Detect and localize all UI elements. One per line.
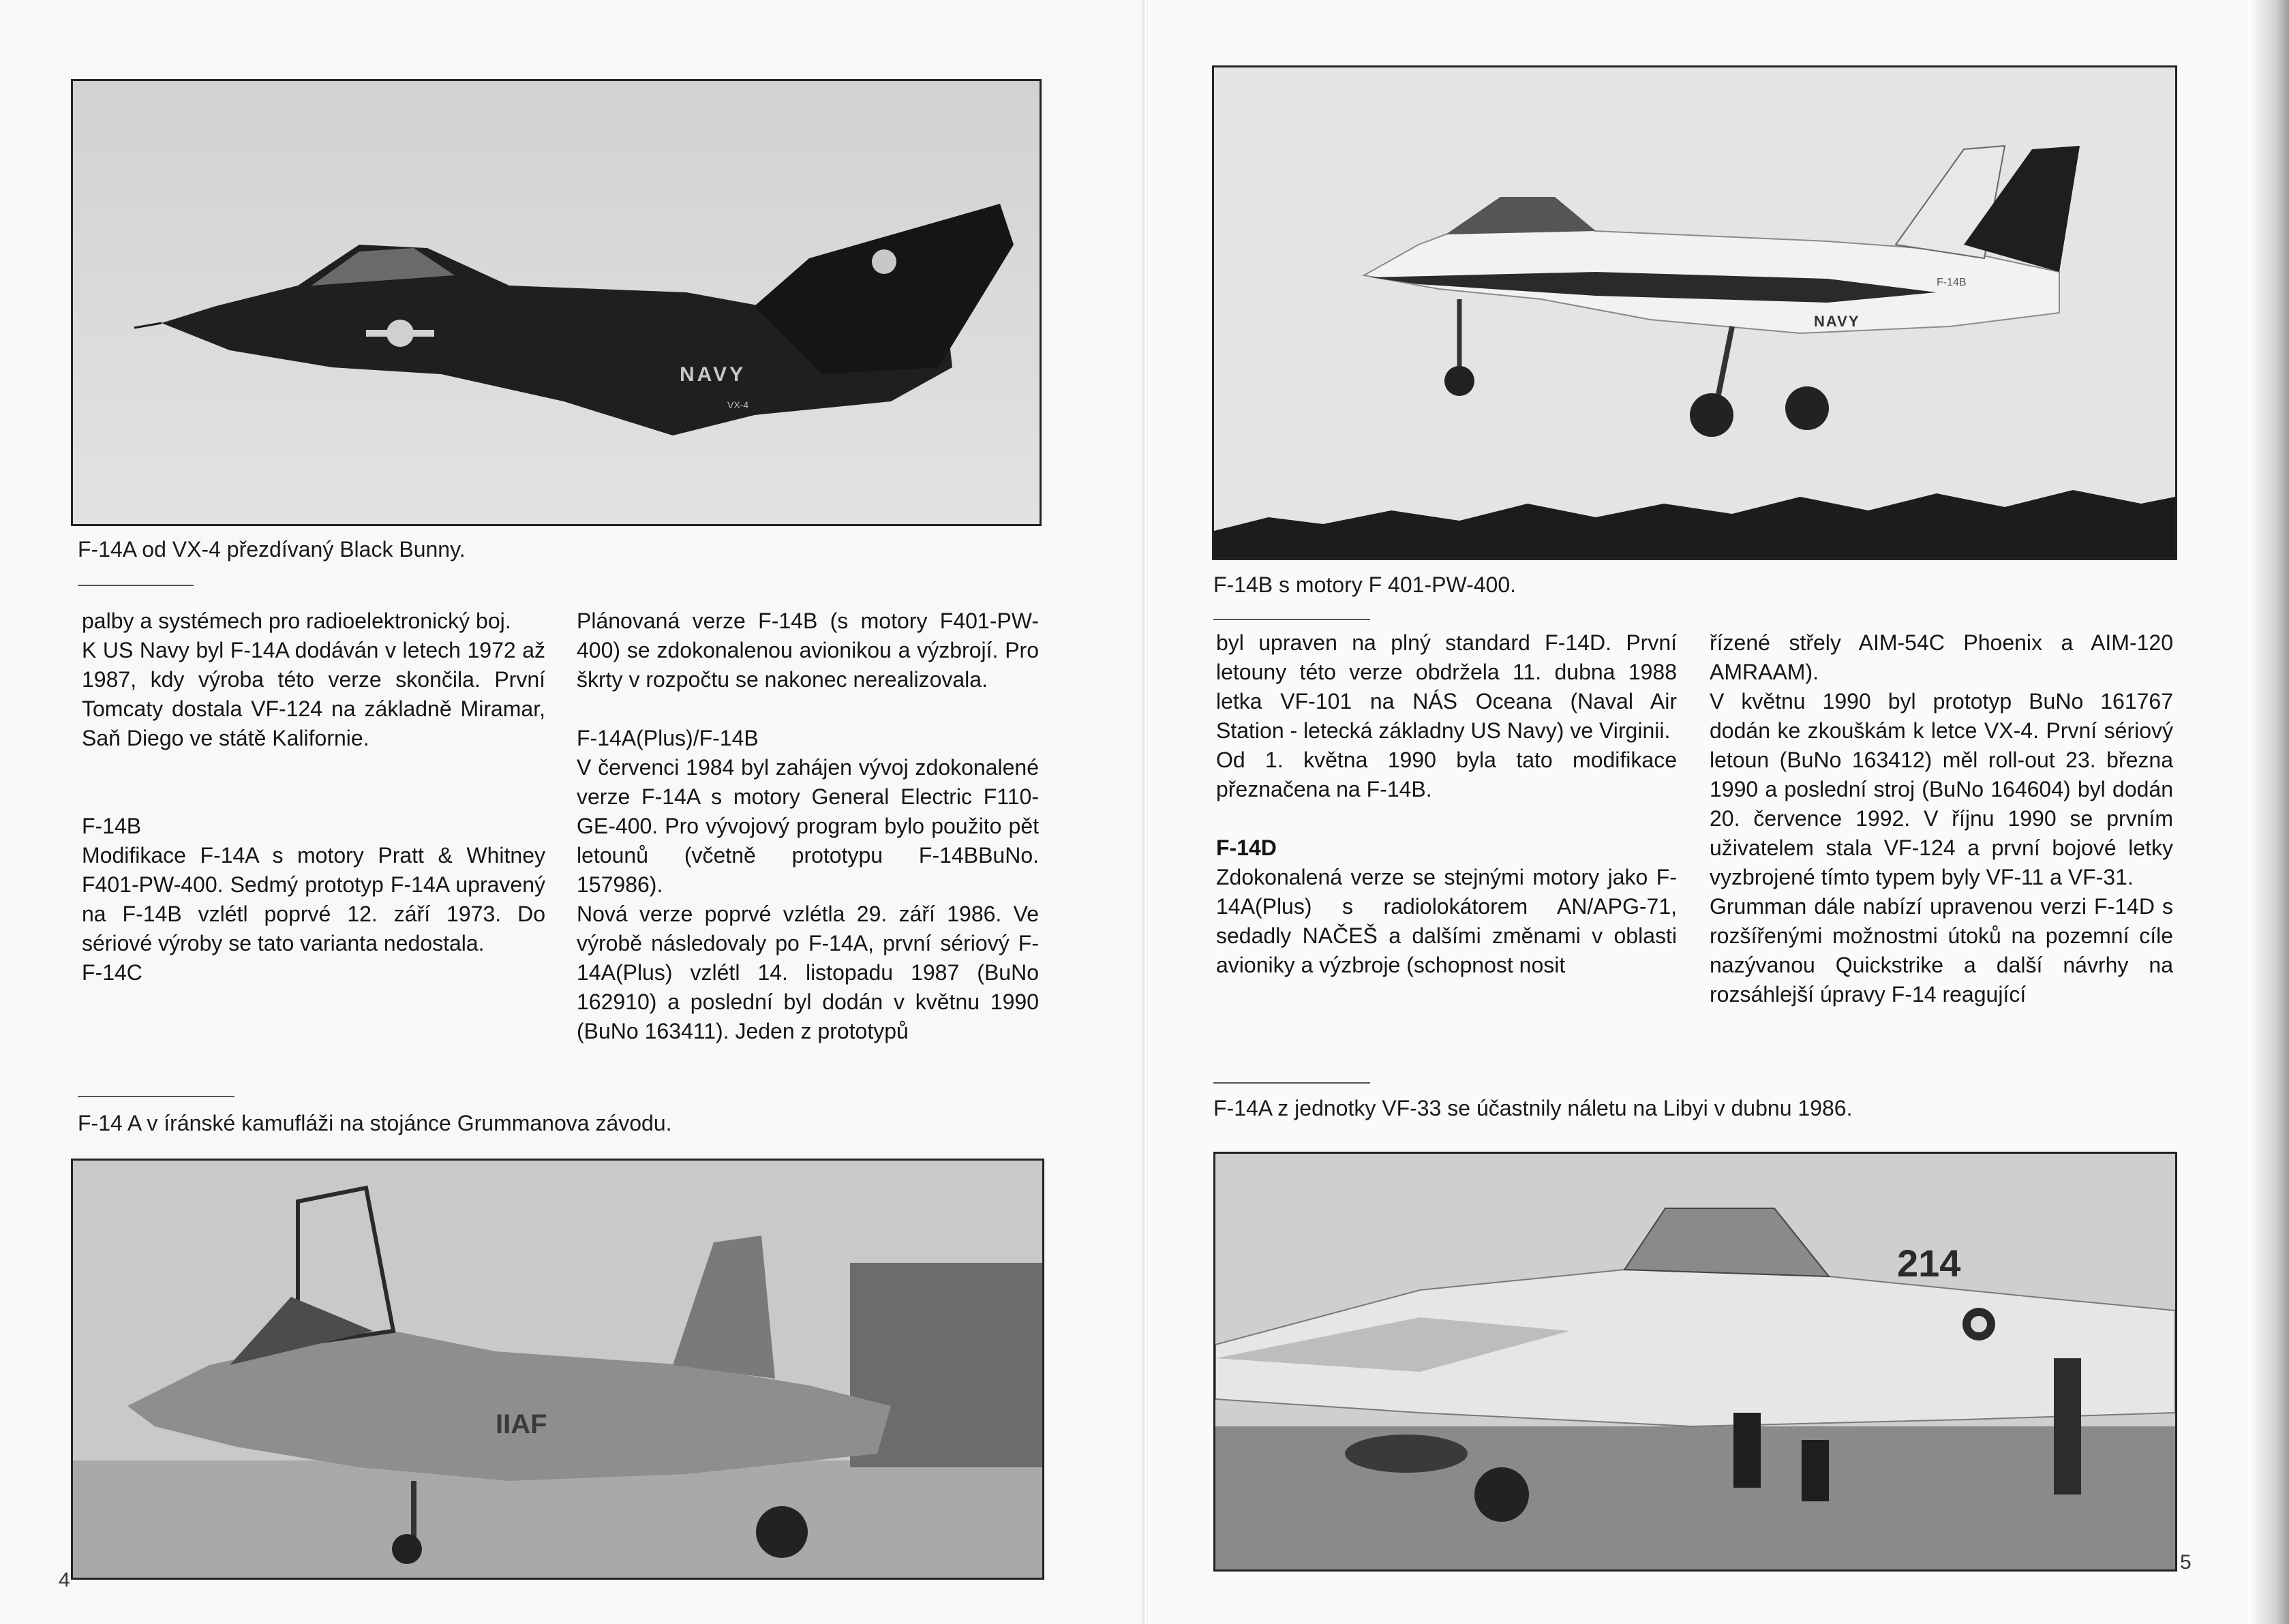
section-heading-f14c: F-14C bbox=[82, 960, 142, 985]
page-number: 5 bbox=[2180, 1551, 2192, 1574]
paragraph: řízené střely AIM-54C Phoenix a AIM-120 AMRAAM). bbox=[1710, 630, 2173, 684]
vf33-aircraft-image bbox=[1215, 1154, 2175, 1569]
iranian-aircraft-image bbox=[73, 1161, 1042, 1578]
navy-marking: NAVY bbox=[1814, 313, 1860, 330]
caption-rule bbox=[78, 1096, 234, 1097]
caption-f14b: F-14B s motory F 401-PW-400. bbox=[1213, 572, 1516, 597]
right-column-1 bbox=[1216, 628, 1677, 980]
photo-f14b bbox=[1212, 65, 2177, 560]
right-page bbox=[1145, 0, 2289, 1624]
f14b-marking: F-14B bbox=[1937, 277, 1967, 288]
paragraph: V červenci 1984 byl zahájen vývoj zdokonalené verze F-14A s motory General Electric F110-GE-400. Pro vývojový program bylo použito pět letounů (včetně prototypu F-14BBuNo. 157986). bbox=[577, 755, 1039, 897]
page-number: 4 bbox=[59, 1569, 70, 1591]
section-heading-f14b: F-14B bbox=[82, 814, 142, 838]
page-edge-shadow bbox=[2248, 0, 2289, 1624]
photo-iranian-tomcat bbox=[71, 1159, 1044, 1580]
left-column-2 bbox=[577, 607, 1039, 1046]
caption-vf33: F-14A z jednotky VF-33 se účastnily náletu na Libyi v dubnu 1986. bbox=[1213, 1096, 1853, 1120]
paragraph: palby a systémech pro radioelektronický boj. bbox=[82, 609, 511, 633]
paragraph: K US Navy byl F-14A dodáván v letech 1972 až 1987, kdy výroba této verze skončila. První Tomcaty dostala VF-124 na základně Miramar, Saň Diego ve státě Kalifornie. bbox=[82, 638, 545, 750]
f14b-aircraft-image bbox=[1214, 67, 2175, 558]
black-bunny-aircraft-image bbox=[73, 81, 1040, 524]
caption-rule bbox=[1213, 1082, 1370, 1084]
caption-rule bbox=[78, 585, 194, 586]
right-column-2 bbox=[1710, 628, 2173, 1009]
book-spine bbox=[1142, 0, 1148, 1624]
iiaf-marking: IIAF bbox=[496, 1409, 547, 1439]
paragraph: Grumman dále nabízí upravenou verzi F-14D s rozšířenými možnostmi útoků na pozemní cíle nazývanou Quickstrike a další návrhy na rozsáhlejší úpravy F-14 reagující bbox=[1710, 894, 2173, 1007]
paragraph: V květnu 1990 byl prototyp BuNo 161767 dodán ke zkouškám k letce VX-4. První sériový letoun (BuNo 163412) měl roll-out 23. března 1990 a poslední stroj (BuNo 164604) byl dodán 20. července 1992. V říjnu 1990 se prvním uživatelem stala VF-124 a první bojové letky vyzbrojené tímto typem byly VF-11 a VF-31. bbox=[1710, 689, 2173, 889]
photo-black-bunny bbox=[71, 79, 1042, 526]
photo-vf33-carrier-deck bbox=[1213, 1152, 2177, 1572]
caption-black-bunny: F-14A od VX-4 přezdívaný Black Bunny. bbox=[78, 537, 466, 562]
modex-marking: 214 bbox=[1897, 1242, 1961, 1285]
paragraph: Nová verze poprvé vzlétla 29. září 1986. Ve výrobě následovaly po F-14A, první sériový F-14A(Plus) vzlétl 14. listopadu 1987 (BuNo 162910) a poslední byl dodán v květnu 1990 (BuNo 163411). Jeden z prototypů bbox=[577, 902, 1039, 1043]
paragraph: Zdokonalená verze se stejnými motory jako F-14A(Plus) s radiolokátorem AN/APG-71, sedadly NAČEŠ a dalšími změnami v oblasti avioniky a výzbroje (schopnost nosit bbox=[1216, 865, 1677, 977]
navy-marking: NAVY bbox=[680, 363, 746, 386]
section-heading-f14d: F-14D bbox=[1216, 836, 1277, 860]
left-column-1 bbox=[82, 607, 545, 987]
paragraph: Plánovaná verze F-14B (s motory F401-PW-400) se zdokonalenou avionikou a výzbrojí. Pro škrty v rozpočtu se nakonec nerealizovala. bbox=[577, 609, 1039, 692]
paragraph: Modifikace F-14A s motory Pratt & Whitney F401-PW-400. Sedmý prototyp F-14A upravený na F-14B vzlétl poprvé 12. září 1973. Do sériové výroby se tato varianta nedostala. bbox=[82, 843, 545, 955]
paragraph: Od 1. května 1990 byla tato modifikace přeznačena na F-14B. bbox=[1216, 748, 1677, 801]
unit-marking: VX-4 bbox=[727, 399, 749, 410]
caption-iranian-camouflage: F-14 A v íránské kamufláži na stojánce Grummanova závodu. bbox=[78, 1111, 672, 1135]
caption-rule bbox=[1213, 619, 1370, 620]
paragraph: byl upraven na plný standard F-14D. První letouny této verze obdržela 11. dubna 1988 letka VF-101 na NÁS Oceana (Naval Air Station - letecká základny US Navy) ve Virginii. bbox=[1216, 630, 1677, 743]
section-heading-f14a-plus: F-14A(Plus)/F-14B bbox=[577, 726, 759, 750]
